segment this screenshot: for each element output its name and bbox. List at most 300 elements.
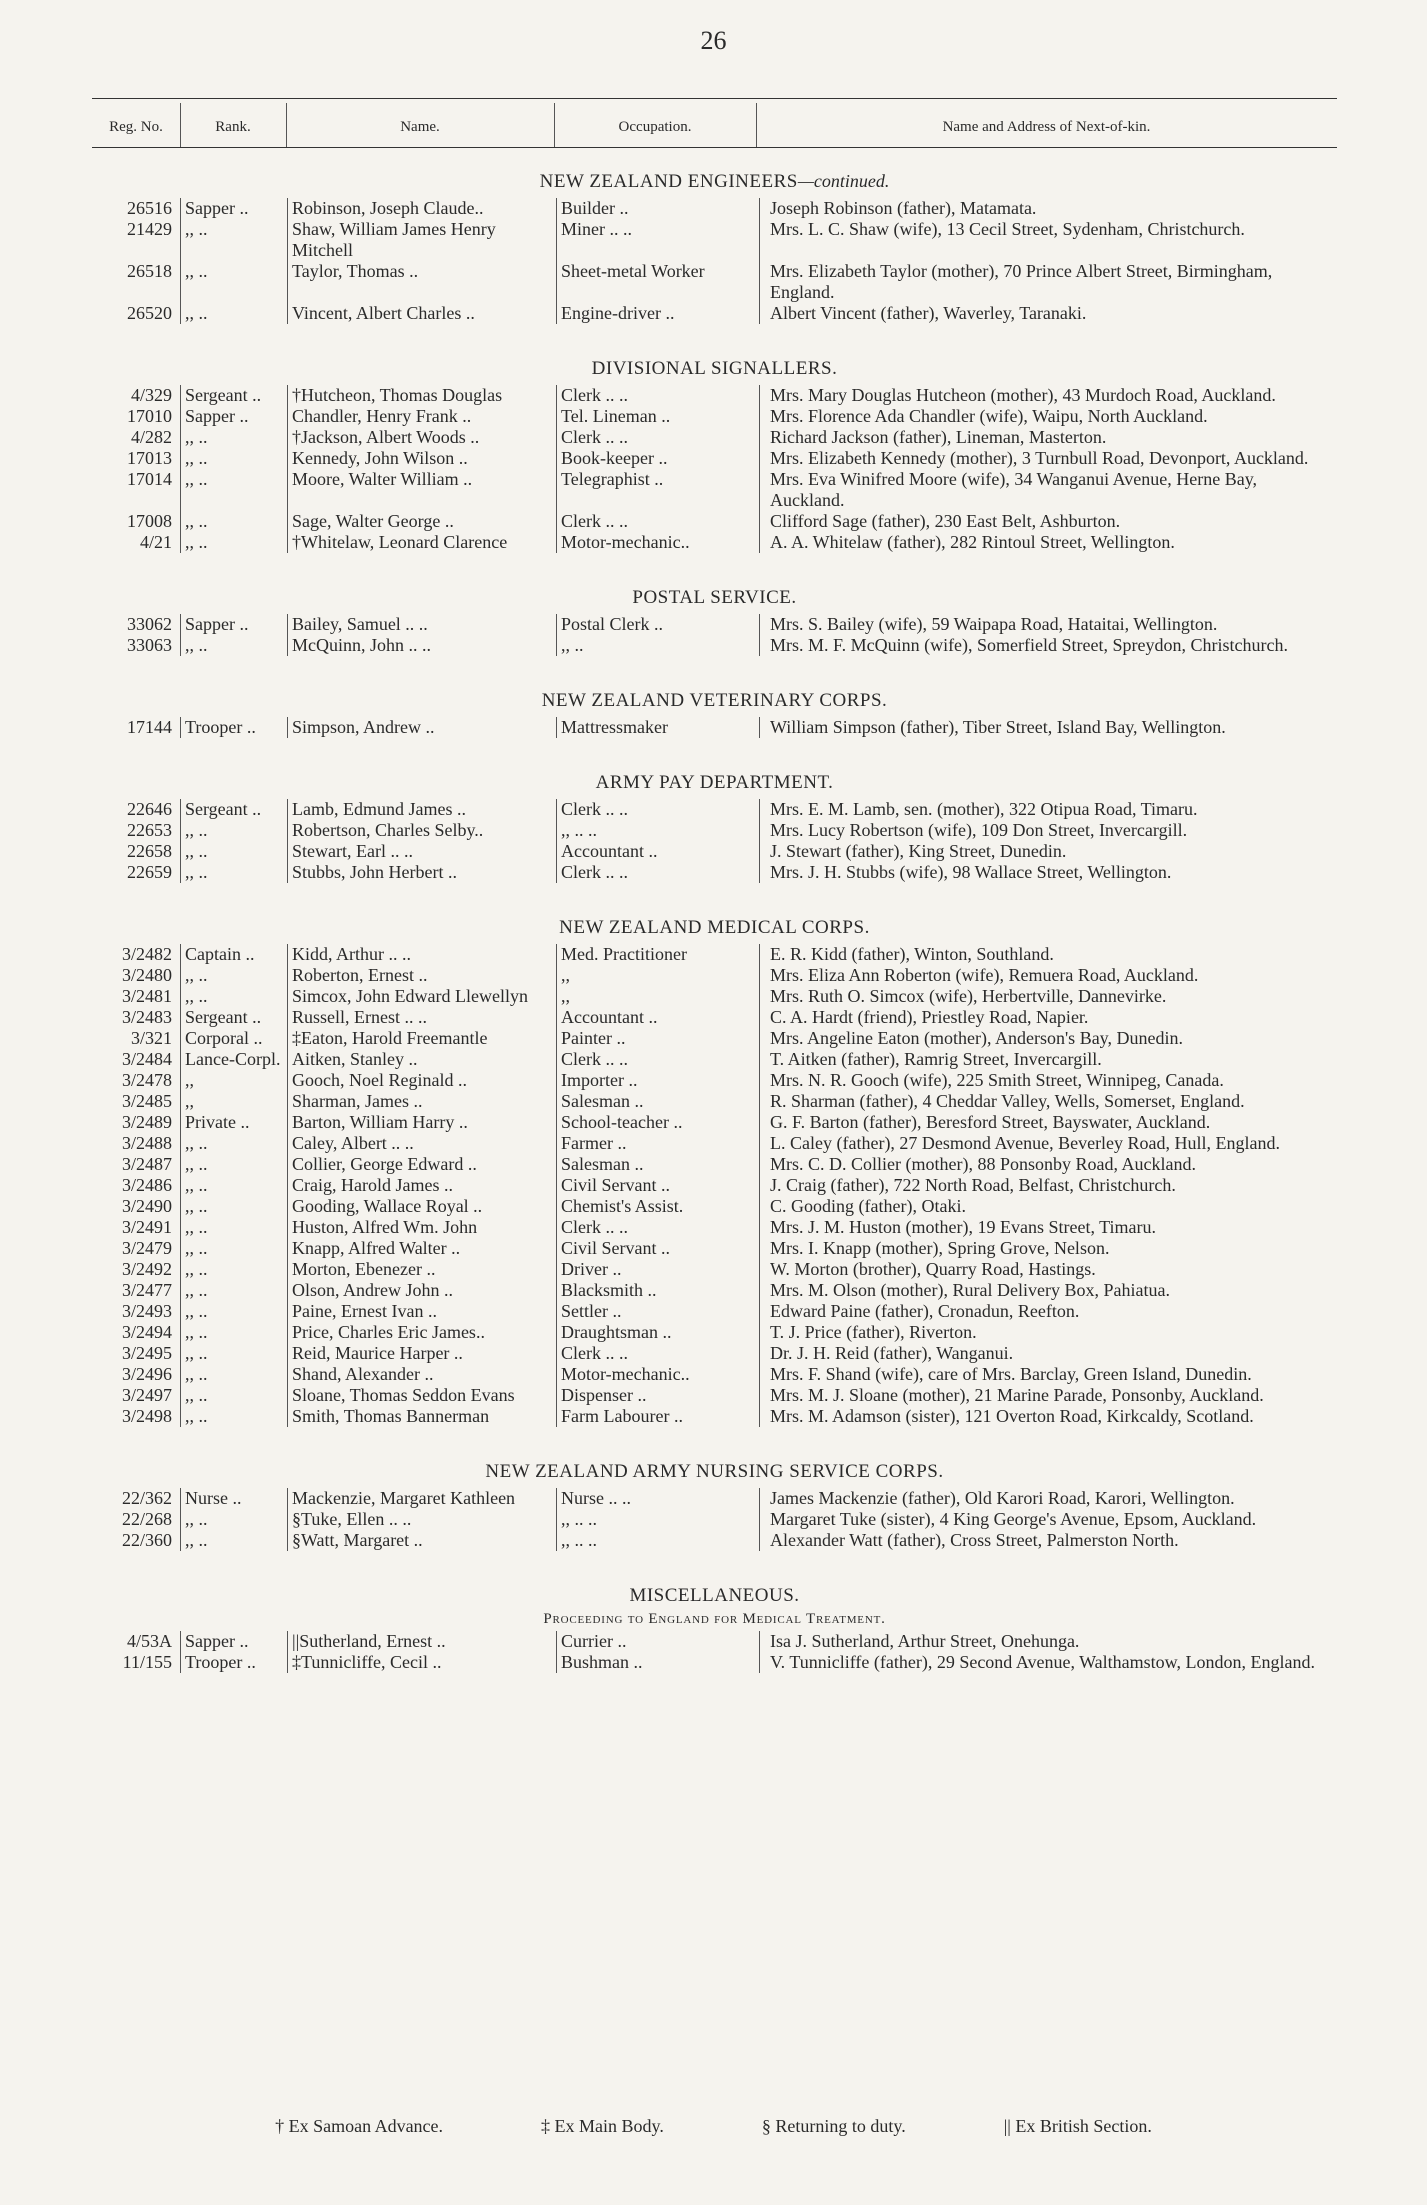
section-title-text: ARMY PAY DEPARTMENT. — [595, 772, 834, 793]
subsection-title: Proceeding to England for Medical Treatment. — [543, 1611, 886, 1627]
rank-cell: Captain .. — [181, 944, 288, 965]
occupation-cell: Clerk .. .. — [557, 511, 760, 532]
reg-cell: 3/2484 — [121, 1049, 172, 1069]
next-of-kin-cell: G. F. Barton (father), Beresford Street, Bayswater, Auckland. — [760, 1112, 1338, 1133]
occupation-cell: ,, .. .. — [557, 1530, 760, 1551]
name-cell: Sloane, Thomas Seddon Evans — [288, 1385, 557, 1406]
col-header-rank: Rank. — [215, 118, 251, 135]
reg-cell: 22658 — [127, 841, 172, 861]
name-cell: Sage, Walter George .. — [288, 511, 557, 532]
section-title-text: MISCELLANEOUS. — [629, 1585, 800, 1606]
col-header-kin: Name and Address of Next-of-kin. — [942, 118, 1151, 135]
next-of-kin-cell: J. Stewart (father), King Street, Dunedin. — [760, 841, 1338, 862]
occupation-cell: Clerk .. .. — [557, 1343, 760, 1364]
occupation-cell: Bushman .. — [557, 1652, 760, 1673]
header-bottom-rule — [92, 147, 1337, 148]
name-cell: Huston, Alfred Wm. John — [288, 1217, 557, 1238]
table-row — [92, 862, 1337, 883]
occupation-cell: Blacksmith .. — [557, 1280, 760, 1301]
occupation-cell: Civil Servant .. — [557, 1175, 760, 1196]
next-of-kin-cell: Edward Paine (father), Cronadun, Reefton. — [760, 1301, 1338, 1322]
table-row — [92, 1488, 1337, 1509]
name-cell: Reid, Maurice Harper .. — [288, 1343, 557, 1364]
next-of-kin-cell: Mrs. J. H. Stubbs (wife), 98 Wallace Street, Wellington. — [760, 862, 1338, 883]
name-cell: Morton, Ebenezer .. — [288, 1259, 557, 1280]
occupation-cell: Salesman .. — [557, 1091, 760, 1112]
rank-cell: ,, .. — [181, 1530, 288, 1551]
section-title — [92, 772, 1337, 794]
rank-cell: Trooper .. — [181, 717, 288, 738]
next-of-kin-cell: Mrs. M. Olson (mother), Rural Delivery Box, Pahiatua. — [760, 1280, 1338, 1301]
reg-cell: 3/2477 — [121, 1280, 172, 1300]
name-cell: Gooding, Wallace Royal .. — [288, 1196, 557, 1217]
name-cell: Sharman, James .. — [288, 1091, 557, 1112]
table-row — [92, 820, 1337, 841]
reg-cell: 3/2479 — [121, 1238, 172, 1258]
occupation-cell: Draughtsman .. — [557, 1322, 760, 1343]
name-cell: Mackenzie, Margaret Kathleen — [288, 1488, 557, 1509]
table-row — [92, 1007, 1337, 1028]
rank-cell: ,, .. — [181, 511, 288, 532]
rank-cell: ,, .. — [181, 862, 288, 883]
table-row — [92, 1154, 1337, 1175]
occupation-cell: Engine-driver .. — [557, 303, 760, 324]
next-of-kin-cell: Mrs. J. M. Huston (mother), 19 Evans Street, Timaru. — [760, 1217, 1338, 1238]
roll-table — [92, 1488, 1337, 1551]
name-cell: ‡Eaton, Harold Freemantle — [288, 1028, 557, 1049]
name-cell: Bailey, Samuel .. .. — [288, 614, 557, 635]
rank-cell: ,, .. — [181, 303, 288, 324]
reg-cell: 22/362 — [121, 1488, 172, 1508]
occupation-cell: Motor-mechanic.. — [557, 1364, 760, 1385]
occupation-cell: ,, — [557, 986, 760, 1007]
rank-cell: Corporal .. — [181, 1028, 288, 1049]
next-of-kin-cell: Albert Vincent (father), Waverley, Taranaki. — [760, 303, 1338, 324]
reg-cell: 4/21 — [139, 532, 172, 552]
reg-cell: 4/329 — [130, 385, 172, 405]
next-of-kin-cell: Mrs. Elizabeth Taylor (mother), 70 Prince Albert Street, Birmingham, England. — [760, 261, 1338, 303]
rank-cell: ,, .. — [181, 1322, 288, 1343]
table-row — [92, 1406, 1337, 1427]
table-row — [92, 799, 1337, 820]
reg-cell: 22/268 — [121, 1509, 172, 1529]
rank-cell: Sapper .. — [181, 1631, 288, 1652]
col-header-name: Name. — [400, 118, 440, 135]
rank-cell: ,, .. — [181, 1133, 288, 1154]
reg-cell: 3/2495 — [121, 1343, 172, 1363]
next-of-kin-cell: Mrs. Ruth O. Simcox (wife), Herbertville, Dannevirke. — [760, 986, 1338, 1007]
reg-cell: 3/2490 — [121, 1196, 172, 1216]
rank-cell: ,, .. — [181, 1238, 288, 1259]
occupation-cell: Settler .. — [557, 1301, 760, 1322]
occupation-cell: Mattressmaker — [557, 717, 760, 738]
reg-cell: 3/2498 — [121, 1406, 172, 1426]
next-of-kin-cell: Mrs. Eva Winifred Moore (wife), 34 Wanganui Avenue, Herne Bay, Auckland. — [760, 469, 1338, 511]
name-cell: Taylor, Thomas .. — [288, 261, 557, 303]
next-of-kin-cell: Mrs. Eliza Ann Roberton (wife), Remuera Road, Auckland. — [760, 965, 1338, 986]
occupation-cell: Tel. Lineman .. — [557, 406, 760, 427]
next-of-kin-cell: Mrs. F. Shand (wife), care of Mrs. Barclay, Green Island, Dunedin. — [760, 1364, 1338, 1385]
next-of-kin-cell: T. J. Price (father), Riverton. — [760, 1322, 1338, 1343]
table-row — [92, 841, 1337, 862]
reg-cell: 3/2497 — [121, 1385, 172, 1405]
footnote: ‡ Ex Main Body. — [541, 2116, 664, 2136]
name-cell: Paine, Ernest Ivan .. — [288, 1301, 557, 1322]
header-divider — [756, 103, 757, 147]
occupation-cell: Book-keeper .. — [557, 448, 760, 469]
reg-cell: 33063 — [127, 635, 172, 655]
table-row — [92, 717, 1337, 738]
occupation-cell: Med. Practitioner — [557, 944, 760, 965]
occupation-cell: Painter .. — [557, 1028, 760, 1049]
rank-cell: ,, .. — [181, 219, 288, 261]
next-of-kin-cell: Mrs. Lucy Robertson (wife), 109 Don Street, Invercargill. — [760, 820, 1338, 841]
next-of-kin-cell: Mrs. Angeline Eaton (mother), Anderson's Bay, Dunedin. — [760, 1028, 1338, 1049]
rank-cell: Nurse .. — [181, 1488, 288, 1509]
section — [92, 170, 1337, 324]
table-row — [92, 1049, 1337, 1070]
rank-cell: ,, .. — [181, 965, 288, 986]
reg-cell: 3/2496 — [121, 1364, 172, 1384]
section-title — [92, 358, 1337, 380]
reg-cell: 26520 — [127, 303, 172, 323]
table-row — [92, 1091, 1337, 1112]
next-of-kin-cell: R. Sharman (father), 4 Cheddar Valley, Wells, Somerset, England. — [760, 1091, 1338, 1112]
rank-cell: ,, .. — [181, 1406, 288, 1427]
rank-cell: ,, .. — [181, 841, 288, 862]
name-cell: Smith, Thomas Bannerman — [288, 1406, 557, 1427]
rank-cell: ,, .. — [181, 1509, 288, 1530]
name-cell: Robertson, Charles Selby.. — [288, 820, 557, 841]
name-cell: Vincent, Albert Charles .. — [288, 303, 557, 324]
next-of-kin-cell: Mrs. Elizabeth Kennedy (mother), 3 Turnbull Road, Devonport, Auckland. — [760, 448, 1338, 469]
next-of-kin-cell: L. Caley (father), 27 Desmond Avenue, Beverley Road, Hull, England. — [760, 1133, 1338, 1154]
reg-cell: 17008 — [127, 511, 172, 531]
reg-cell: 3/2481 — [121, 986, 172, 1006]
name-cell: Knapp, Alfred Walter .. — [288, 1238, 557, 1259]
table-row — [92, 1530, 1337, 1551]
rank-cell: Sapper .. — [181, 198, 288, 219]
footnotes — [0, 2116, 1427, 2137]
occupation-cell: Clerk .. .. — [557, 1217, 760, 1238]
table-row — [92, 1385, 1337, 1406]
next-of-kin-cell: Dr. J. H. Reid (father), Wanganui. — [760, 1343, 1338, 1364]
reg-cell: 3/2493 — [121, 1301, 172, 1321]
reg-cell: 17014 — [127, 469, 172, 489]
table-row — [92, 1322, 1337, 1343]
name-cell: Craig, Harold James .. — [288, 1175, 557, 1196]
name-cell: Shaw, William James Henry Mitchell — [288, 219, 557, 261]
name-cell: Stewart, Earl .. .. — [288, 841, 557, 862]
footnote: || Ex British Section. — [1003, 2116, 1152, 2136]
occupation-cell: Clerk .. .. — [557, 385, 760, 406]
table-row — [92, 986, 1337, 1007]
reg-cell: 3/2489 — [121, 1112, 172, 1132]
section-title-suffix: —continued. — [797, 171, 890, 191]
occupation-cell: Dispenser .. — [557, 1385, 760, 1406]
occupation-cell: Farmer .. — [557, 1133, 760, 1154]
table-row — [92, 1259, 1337, 1280]
reg-cell: 3/2492 — [121, 1259, 172, 1279]
section-title-text: POSTAL SERVICE. — [632, 587, 797, 608]
name-cell: §Tuke, Ellen .. .. — [288, 1509, 557, 1530]
reg-cell: 22/360 — [121, 1530, 172, 1550]
rank-cell: ,, .. — [181, 469, 288, 511]
col-header-reg: Reg. No. — [109, 118, 163, 135]
rank-cell: ,, .. — [181, 1280, 288, 1301]
table-row — [92, 406, 1337, 427]
roll-table — [92, 1631, 1337, 1673]
section — [92, 917, 1337, 1427]
section-title — [92, 587, 1337, 609]
section — [92, 587, 1337, 656]
rank-cell: Private .. — [181, 1112, 288, 1133]
table-row — [92, 1217, 1337, 1238]
rank-cell: ,, .. — [181, 261, 288, 303]
reg-cell: 17144 — [127, 717, 172, 737]
next-of-kin-cell: E. R. Kidd (father), Winton, Southland. — [760, 944, 1338, 965]
next-of-kin-cell: C. A. Hardt (friend), Priestley Road, Napier. — [760, 1007, 1338, 1028]
occupation-cell: Accountant .. — [557, 841, 760, 862]
table-row — [92, 1070, 1337, 1091]
table-row — [92, 1112, 1337, 1133]
occupation-cell: Nurse .. .. — [557, 1488, 760, 1509]
next-of-kin-cell: Mrs. M. J. Sloane (mother), 21 Marine Parade, Ponsonby, Auckland. — [760, 1385, 1338, 1406]
occupation-cell: Importer .. — [557, 1070, 760, 1091]
table-row — [92, 469, 1337, 511]
section — [92, 358, 1337, 553]
next-of-kin-cell: Clifford Sage (father), 230 East Belt, Ashburton. — [760, 511, 1338, 532]
table-row — [92, 1175, 1337, 1196]
rank-cell: ,, .. — [181, 532, 288, 553]
next-of-kin-cell: A. A. Whitelaw (father), 282 Rintoul Street, Wellington. — [760, 532, 1338, 553]
name-cell: Lamb, Edmund James .. — [288, 799, 557, 820]
name-cell: †Hutcheon, Thomas Douglas — [288, 385, 557, 406]
name-cell: Moore, Walter William .. — [288, 469, 557, 511]
reg-cell: 3/2491 — [121, 1217, 172, 1237]
occupation-cell: ,, — [557, 965, 760, 986]
occupation-cell: ,, .. — [557, 635, 760, 656]
name-cell: Olson, Andrew John .. — [288, 1280, 557, 1301]
rank-cell: Trooper .. — [181, 1652, 288, 1673]
rank-cell: ,, .. — [181, 1364, 288, 1385]
next-of-kin-cell: T. Aitken (father), Ramrig Street, Invercargill. — [760, 1049, 1338, 1070]
col-header-occupation: Occupation. — [618, 118, 692, 135]
occupation-cell: Clerk .. .. — [557, 1049, 760, 1070]
table-row — [92, 1364, 1337, 1385]
table-row — [92, 635, 1337, 656]
name-cell: †Whitelaw, Leonard Clarence — [288, 532, 557, 553]
next-of-kin-cell: Mrs. Florence Ada Chandler (wife), Waipu, North Auckland. — [760, 406, 1338, 427]
reg-cell: 3/2486 — [121, 1175, 172, 1195]
table-row — [92, 1238, 1337, 1259]
next-of-kin-cell: Mrs. C. D. Collier (mother), 88 Ponsonby Road, Auckland. — [760, 1154, 1338, 1175]
next-of-kin-cell: W. Morton (brother), Quarry Road, Hastings. — [760, 1259, 1338, 1280]
next-of-kin-cell: V. Tunnicliffe (father), 29 Second Avenue, Walthamstow, London, England. — [760, 1652, 1338, 1673]
roll-table — [92, 614, 1337, 656]
section-title-text: NEW ZEALAND ARMY NURSING SERVICE CORPS. — [485, 1461, 944, 1482]
table-row — [92, 1652, 1337, 1673]
rank-cell: ,, .. — [181, 1217, 288, 1238]
table-row — [92, 614, 1337, 635]
reg-cell: 33062 — [127, 614, 172, 634]
reg-cell: 3/321 — [130, 1028, 172, 1048]
occupation-cell: Clerk .. .. — [557, 862, 760, 883]
reg-cell: 22659 — [127, 862, 172, 882]
next-of-kin-cell: Richard Jackson (father), Lineman, Masterton. — [760, 427, 1338, 448]
section-title — [92, 690, 1337, 712]
rank-cell: Sergeant .. — [181, 1007, 288, 1028]
rank-cell: ,, .. — [181, 1343, 288, 1364]
occupation-cell: School-teacher .. — [557, 1112, 760, 1133]
roll-table — [92, 799, 1337, 883]
name-cell: McQuinn, John .. .. — [288, 635, 557, 656]
next-of-kin-cell: Isa J. Sutherland, Arthur Street, Onehunga. — [760, 1631, 1338, 1652]
name-cell: Simpson, Andrew .. — [288, 717, 557, 738]
reg-cell: 11/155 — [122, 1652, 172, 1672]
section-title — [92, 1461, 1337, 1483]
footnote: § Returning to duty. — [761, 2116, 906, 2136]
table-row — [92, 385, 1337, 406]
next-of-kin-cell: J. Craig (father), 722 North Road, Belfast, Christchurch. — [760, 1175, 1338, 1196]
rank-cell: ,, — [181, 1091, 288, 1112]
rank-cell: ,, .. — [181, 427, 288, 448]
table-row — [92, 219, 1337, 261]
table-row — [92, 944, 1337, 965]
occupation-cell: Clerk .. .. — [557, 799, 760, 820]
next-of-kin-cell: Mrs. E. M. Lamb, sen. (mother), 322 Otipua Road, Timaru. — [760, 799, 1338, 820]
occupation-cell: Chemist's Assist. — [557, 1196, 760, 1217]
occupation-cell: Miner .. .. — [557, 219, 760, 261]
rank-cell: Sergeant .. — [181, 385, 288, 406]
rank-cell: ,, .. — [181, 1154, 288, 1175]
name-cell: Roberton, Ernest .. — [288, 965, 557, 986]
next-of-kin-cell: Mrs. L. C. Shaw (wife), 13 Cecil Street, Sydenham, Christchurch. — [760, 219, 1338, 261]
next-of-kin-cell: Mrs. I. Knapp (mother), Spring Grove, Nelson. — [760, 1238, 1338, 1259]
name-cell: Chandler, Henry Frank .. — [288, 406, 557, 427]
table-row — [92, 1280, 1337, 1301]
name-cell: Caley, Albert .. .. — [288, 1133, 557, 1154]
reg-cell: 4/282 — [130, 427, 172, 447]
occupation-cell: Sheet-metal Worker — [557, 261, 760, 303]
roll-content — [92, 170, 1337, 1707]
table-row — [92, 261, 1337, 303]
roll-table — [92, 944, 1337, 1427]
next-of-kin-cell: Mrs. N. R. Gooch (wife), 225 Smith Street, Winnipeg, Canada. — [760, 1070, 1338, 1091]
name-cell: †Jackson, Albert Woods .. — [288, 427, 557, 448]
section — [92, 772, 1337, 883]
table-row — [92, 532, 1337, 553]
rank-cell: Lance-Corpl. — [181, 1049, 288, 1070]
next-of-kin-cell: James Mackenzie (father), Old Karori Road, Karori, Wellington. — [760, 1488, 1338, 1509]
name-cell: ||Sutherland, Ernest .. — [288, 1631, 557, 1652]
section-title-text: NEW ZEALAND ENGINEERS — [539, 171, 798, 192]
reg-cell: 3/2487 — [121, 1154, 172, 1174]
next-of-kin-cell: Mrs. M. Adamson (sister), 121 Overton Road, Kirkcaldy, Scotland. — [760, 1406, 1338, 1427]
reg-cell: 3/2488 — [121, 1133, 172, 1153]
rank-cell: ,, .. — [181, 635, 288, 656]
next-of-kin-cell: Mrs. S. Bailey (wife), 59 Waipapa Road, Hataitai, Wellington. — [760, 614, 1338, 635]
reg-cell: 3/2494 — [121, 1322, 172, 1342]
name-cell: Price, Charles Eric James.. — [288, 1322, 557, 1343]
occupation-cell: Postal Clerk .. — [557, 614, 760, 635]
section-title — [92, 170, 1337, 193]
reg-cell: 3/2483 — [121, 1007, 172, 1027]
occupation-cell: Accountant .. — [557, 1007, 760, 1028]
table-row — [92, 511, 1337, 532]
occupation-cell: Telegraphist .. — [557, 469, 760, 511]
rank-cell: ,, .. — [181, 820, 288, 841]
name-cell: Kidd, Arthur .. .. — [288, 944, 557, 965]
table-row — [92, 1343, 1337, 1364]
rank-cell: ,, .. — [181, 1175, 288, 1196]
next-of-kin-cell: William Simpson (father), Tiber Street, Island Bay, Wellington. — [760, 717, 1338, 738]
table-row — [92, 1631, 1337, 1652]
name-cell: Simcox, John Edward Llewellyn — [288, 986, 557, 1007]
table-row — [92, 1196, 1337, 1217]
rank-cell: Sergeant .. — [181, 799, 288, 820]
table-row — [92, 1301, 1337, 1322]
occupation-cell: Builder .. — [557, 198, 760, 219]
name-cell: Stubbs, John Herbert .. — [288, 862, 557, 883]
table-row — [92, 303, 1337, 324]
table-row — [92, 448, 1337, 469]
section-title — [92, 917, 1337, 939]
roll-table — [92, 198, 1337, 324]
name-cell: Gooch, Noel Reginald .. — [288, 1070, 557, 1091]
rank-cell: ,, .. — [181, 986, 288, 1007]
name-cell: ‡Tunnicliffe, Cecil .. — [288, 1652, 557, 1673]
next-of-kin-cell: Joseph Robinson (father), Matamata. — [760, 198, 1338, 219]
name-cell: Barton, William Harry .. — [288, 1112, 557, 1133]
name-cell: Russell, Ernest .. .. — [288, 1007, 557, 1028]
column-headers — [92, 112, 1337, 142]
section-title-text: NEW ZEALAND MEDICAL CORPS. — [559, 917, 870, 938]
section — [92, 1585, 1337, 1673]
next-of-kin-cell: Margaret Tuke (sister), 4 King George's Avenue, Epsom, Auckland. — [760, 1509, 1338, 1530]
reg-cell: 26518 — [127, 261, 172, 281]
header-divider — [180, 103, 181, 147]
next-of-kin-cell: Alexander Watt (father), Cross Street, Palmerston North. — [760, 1530, 1338, 1551]
reg-cell: 26516 — [127, 198, 172, 218]
header-divider — [286, 103, 287, 147]
name-cell: Collier, George Edward .. — [288, 1154, 557, 1175]
next-of-kin-cell: C. Gooding (father), Otaki. — [760, 1196, 1338, 1217]
header-divider — [554, 103, 555, 147]
reg-cell: 22653 — [127, 820, 172, 840]
occupation-cell: Civil Servant .. — [557, 1238, 760, 1259]
reg-cell: 17010 — [127, 406, 172, 426]
table-row — [92, 427, 1337, 448]
occupation-cell: Motor-mechanic.. — [557, 532, 760, 553]
section-title-text: DIVISIONAL SIGNALLERS. — [591, 358, 838, 379]
roll-table — [92, 717, 1337, 738]
table-row — [92, 1133, 1337, 1154]
occupation-cell: ,, .. .. — [557, 1509, 760, 1530]
rank-cell: Sapper .. — [181, 614, 288, 635]
reg-cell: 4/53A — [127, 1631, 172, 1651]
occupation-cell: Salesman .. — [557, 1154, 760, 1175]
name-cell: Shand, Alexander .. — [288, 1364, 557, 1385]
section-title-text: NEW ZEALAND VETERINARY CORPS. — [541, 690, 888, 711]
rank-cell: Sapper .. — [181, 406, 288, 427]
rank-cell: ,, .. — [181, 1385, 288, 1406]
table-row — [92, 1509, 1337, 1530]
reg-cell: 21429 — [127, 219, 172, 239]
name-cell: Aitken, Stanley .. — [288, 1049, 557, 1070]
page-number: 26 — [700, 26, 727, 55]
next-of-kin-cell: Mrs. Mary Douglas Hutcheon (mother), 43 Murdoch Road, Auckland. — [760, 385, 1338, 406]
